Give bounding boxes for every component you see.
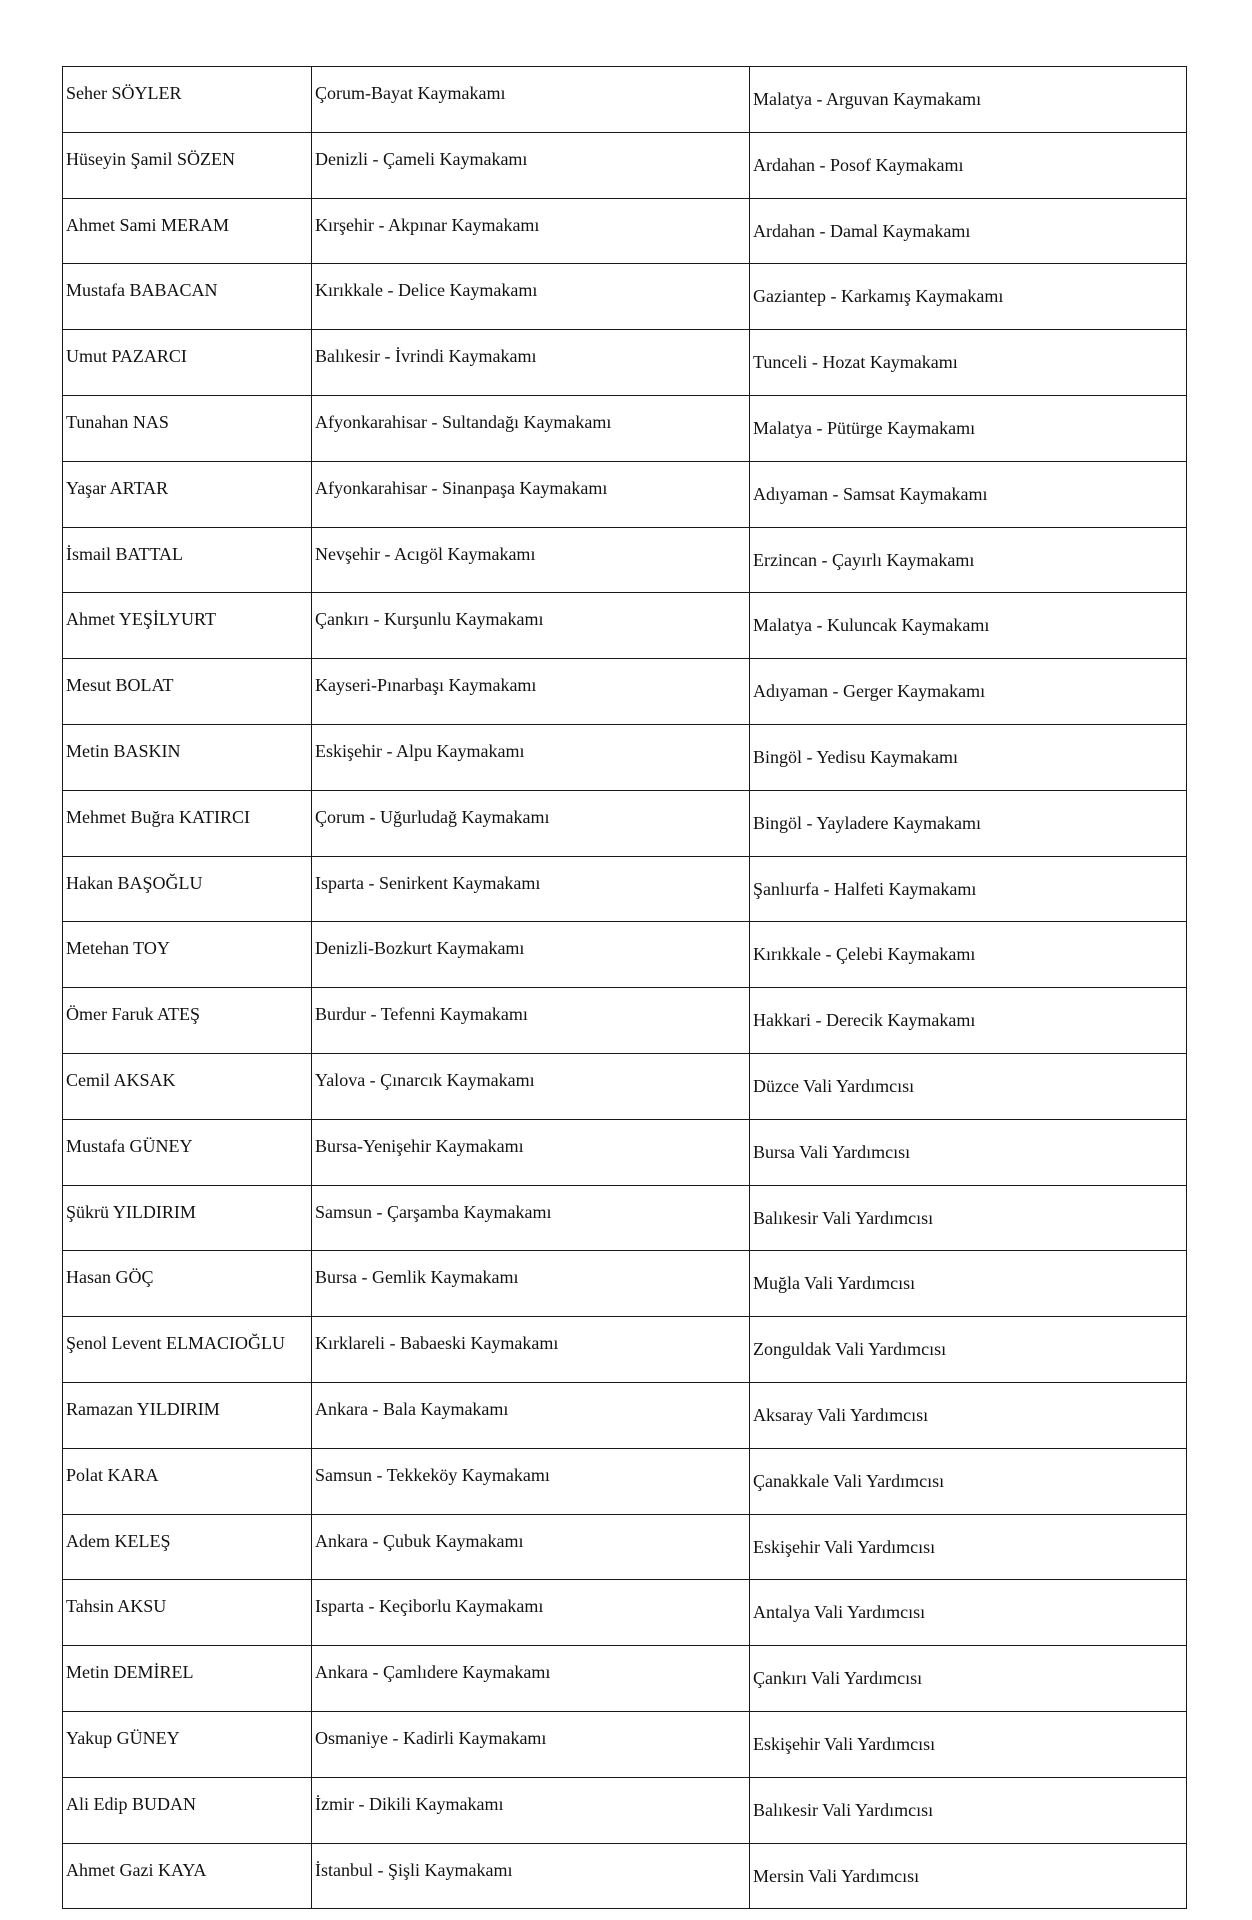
new-post: Eskişehir Vali Yardımcısı [753, 1733, 936, 1754]
current-post: Balıkesir - İvrindi Kaymakamı [315, 346, 537, 367]
current-post: Ankara - Bala Kaymakamı [315, 1398, 509, 1419]
table-row [63, 264, 1187, 330]
person-name: Mustafa GÜNEY [66, 1135, 193, 1156]
table-row [63, 395, 1187, 461]
person-name: Ahmet YEŞİLYURT [66, 609, 216, 630]
name-cell [63, 1317, 312, 1383]
person-name: Mustafa BABACAN [66, 280, 218, 301]
new-post-cell [750, 988, 1187, 1054]
new-post: Muğla Vali Yardımcısı [753, 1273, 916, 1294]
name-cell [63, 1382, 312, 1448]
person-name: Metin DEMİREL [66, 1662, 194, 1683]
person-name: Ramazan YILDIRIM [66, 1398, 220, 1419]
table-row [63, 1382, 1187, 1448]
person-name: Seher SÖYLER [66, 83, 182, 103]
new-post: Tunceli - Hozat Kaymakamı [753, 352, 958, 373]
name-cell [63, 1053, 312, 1119]
current-post-cell [312, 856, 750, 922]
table-row [63, 1711, 1187, 1777]
new-post: Zonguldak Vali Yardımcısı [753, 1339, 947, 1360]
new-post: Çanakkale Vali Yardımcısı [753, 1470, 945, 1491]
current-post: Bursa - Gemlik Kaymakamı [315, 1267, 519, 1288]
current-post-cell [312, 1843, 750, 1909]
current-post-cell [312, 1514, 750, 1580]
new-post: Bingöl - Yedisu Kaymakamı [753, 746, 958, 767]
current-post-cell [312, 922, 750, 988]
new-post: Malatya - Arguvan Kaymakamı [753, 89, 982, 109]
new-post: Hakkari - Derecik Kaymakamı [753, 1010, 976, 1031]
person-name: Adem KELEŞ [66, 1530, 171, 1551]
new-post-cell [750, 1843, 1187, 1909]
name-cell [63, 1514, 312, 1580]
new-post-cell [750, 527, 1187, 593]
new-post-cell [750, 1580, 1187, 1646]
current-post: Kayseri-Pınarbaşı Kaymakamı [315, 675, 537, 696]
new-post-cell [750, 395, 1187, 461]
new-post-cell [750, 1185, 1187, 1251]
current-post-cell [312, 1185, 750, 1251]
table-row [63, 132, 1187, 198]
person-name: Hasan GÖÇ [66, 1267, 154, 1288]
table-row [63, 1514, 1187, 1580]
current-post-cell [312, 1382, 750, 1448]
new-post-cell [750, 67, 1187, 133]
new-post: Kırıkkale - Çelebi Kaymakamı [753, 944, 976, 965]
current-post: Afyonkarahisar - Sinanpaşa Kaymakamı [315, 477, 608, 498]
new-post: Aksaray Vali Yardımcısı [753, 1404, 929, 1425]
new-post-cell [750, 1448, 1187, 1514]
current-post-cell [312, 1580, 750, 1646]
current-post: İzmir - Dikili Kaymakamı [315, 1793, 504, 1814]
name-cell [63, 1251, 312, 1317]
name-cell [63, 461, 312, 527]
person-name: Tahsin AKSU [66, 1596, 167, 1617]
current-post: Eskişehir - Alpu Kaymakamı [315, 740, 525, 761]
new-post-cell [750, 1646, 1187, 1712]
name-cell [63, 1711, 312, 1777]
new-post: Malatya - Pütürge Kaymakamı [753, 417, 976, 438]
new-post-cell [750, 198, 1187, 264]
current-post-cell [312, 67, 750, 133]
table-row [63, 1317, 1187, 1383]
current-post: Çankırı - Kurşunlu Kaymakamı [315, 609, 544, 630]
table-row [63, 790, 1187, 856]
table-row [63, 527, 1187, 593]
name-cell [63, 395, 312, 461]
current-post-cell [312, 1711, 750, 1777]
new-post: Düzce Vali Yardımcısı [753, 1075, 915, 1096]
person-name: Metin BASKIN [66, 740, 181, 761]
name-cell [63, 1185, 312, 1251]
name-cell [63, 1646, 312, 1712]
table-row [63, 1646, 1187, 1712]
new-post: Bingöl - Yayladere Kaymakamı [753, 812, 981, 833]
name-cell [63, 1119, 312, 1185]
name-cell [63, 67, 312, 133]
table-row [63, 922, 1187, 988]
table-row [63, 593, 1187, 659]
current-post-cell [312, 1646, 750, 1712]
name-cell [63, 330, 312, 396]
new-post-cell [750, 461, 1187, 527]
current-post-cell [312, 1119, 750, 1185]
current-post-cell [312, 1251, 750, 1317]
current-post: Samsun - Çarşamba Kaymakamı [315, 1201, 552, 1222]
current-post-cell [312, 330, 750, 396]
person-name: Ahmet Sami MERAM [66, 214, 230, 235]
current-post-cell [312, 659, 750, 725]
person-name: İsmail BATTAL [66, 543, 184, 564]
new-post: Balıkesir Vali Yardımcısı [753, 1207, 934, 1228]
person-name: Yaşar ARTAR [66, 477, 169, 498]
table-row [63, 856, 1187, 922]
new-post-cell [750, 790, 1187, 856]
current-post: Osmaniye - Kadirli Kaymakamı [315, 1727, 547, 1748]
table-row [63, 724, 1187, 790]
new-post: Antalya Vali Yardımcısı [753, 1602, 926, 1623]
new-post: Mersin Vali Yardımcısı [753, 1865, 920, 1886]
name-cell [63, 264, 312, 330]
person-name: Hakan BAŞOĞLU [66, 872, 203, 893]
current-post-cell [312, 527, 750, 593]
table-row [63, 67, 1187, 133]
new-post-cell [750, 1777, 1187, 1843]
current-post: Burdur - Tefenni Kaymakamı [315, 1004, 528, 1025]
name-cell [63, 659, 312, 725]
person-name: Polat KARA [66, 1464, 159, 1485]
name-cell [63, 1777, 312, 1843]
person-name: Mehmet Buğra KATIRCI [66, 806, 250, 827]
new-post: Çankırı Vali Yardımcısı [753, 1668, 923, 1689]
name-cell [63, 1448, 312, 1514]
new-post-cell [750, 593, 1187, 659]
current-post: Samsun - Tekkeköy Kaymakamı [315, 1464, 550, 1485]
current-post: Denizli-Bozkurt Kaymakamı [315, 938, 525, 959]
table-row [63, 461, 1187, 527]
current-post: Kırşehir - Akpınar Kaymakamı [315, 214, 540, 235]
current-post-cell [312, 395, 750, 461]
current-post: Çorum - Uğurludağ Kaymakamı [315, 806, 550, 827]
table-row [63, 1251, 1187, 1317]
current-post-cell [312, 198, 750, 264]
new-post-cell [750, 1382, 1187, 1448]
person-name: Mesut BOLAT [66, 675, 174, 696]
new-post: Malatya - Kuluncak Kaymakamı [753, 615, 990, 636]
table-row [63, 659, 1187, 725]
current-post: Kırıkkale - Delice Kaymakamı [315, 280, 538, 301]
current-post: Kırklareli - Babaeski Kaymakamı [315, 1333, 559, 1354]
table-row [63, 988, 1187, 1054]
current-post-cell [312, 1448, 750, 1514]
current-post-cell [312, 264, 750, 330]
current-post: Denizli - Çameli Kaymakamı [315, 148, 528, 169]
name-cell [63, 790, 312, 856]
person-name: Umut PAZARCI [66, 346, 187, 367]
current-post: Isparta - Senirkent Kaymakamı [315, 872, 541, 893]
current-post-cell [312, 988, 750, 1054]
current-post: İstanbul - Şişli Kaymakamı [315, 1859, 513, 1880]
person-name: Hüseyin Şamil SÖZEN [66, 148, 235, 169]
table-row [63, 1448, 1187, 1514]
table-row [63, 1185, 1187, 1251]
person-name: Ahmet Gazi KAYA [66, 1859, 207, 1880]
table-row [63, 1119, 1187, 1185]
person-name: Yakup GÜNEY [66, 1727, 180, 1748]
name-cell [63, 724, 312, 790]
current-post-cell [312, 790, 750, 856]
new-post: Adıyaman - Gerger Kaymakamı [753, 681, 986, 702]
name-cell [63, 198, 312, 264]
person-name: Ali Edip BUDAN [66, 1793, 196, 1814]
new-post-cell [750, 1514, 1187, 1580]
table-row [63, 1777, 1187, 1843]
person-name: Şükrü YILDIRIM [66, 1201, 196, 1222]
name-cell [63, 527, 312, 593]
name-cell [63, 1580, 312, 1646]
current-post: Afyonkarahisar - Sultandağı Kaymakamı [315, 411, 612, 432]
new-post-cell [750, 922, 1187, 988]
current-post-cell [312, 132, 750, 198]
new-post-cell [750, 1251, 1187, 1317]
current-post: Nevşehir - Acıgöl Kaymakamı [315, 543, 536, 564]
person-name: Metehan TOY [66, 938, 170, 959]
table-row [63, 330, 1187, 396]
appointment-table [62, 66, 1187, 1909]
current-post: Isparta - Keçiborlu Kaymakamı [315, 1596, 544, 1617]
new-post: Balıkesir Vali Yardımcısı [753, 1799, 934, 1820]
name-cell [63, 132, 312, 198]
new-post-cell [750, 1317, 1187, 1383]
new-post: Eskişehir Vali Yardımcısı [753, 1536, 936, 1557]
current-post: Ankara - Çamlıdere Kaymakamı [315, 1662, 551, 1683]
new-post-cell [750, 1711, 1187, 1777]
person-name: Cemil AKSAK [66, 1069, 176, 1090]
new-post-cell [750, 132, 1187, 198]
name-cell [63, 1843, 312, 1909]
new-post-cell [750, 724, 1187, 790]
new-post: Ardahan - Posof Kaymakamı [753, 154, 964, 175]
name-cell [63, 922, 312, 988]
new-post-cell [750, 659, 1187, 725]
new-post: Erzincan - Çayırlı Kaymakamı [753, 549, 975, 570]
name-cell [63, 593, 312, 659]
table-row [63, 1843, 1187, 1909]
new-post-cell [750, 264, 1187, 330]
name-cell [63, 988, 312, 1054]
person-name: Tunahan NAS [66, 411, 169, 432]
current-post: Bursa-Yenişehir Kaymakamı [315, 1135, 524, 1156]
table-row [63, 1053, 1187, 1119]
current-post-cell [312, 1053, 750, 1119]
new-post: Adıyaman - Samsat Kaymakamı [753, 483, 988, 504]
current-post: Yalova - Çınarcık Kaymakamı [315, 1069, 535, 1090]
new-post-cell [750, 1053, 1187, 1119]
new-post: Şanlıurfa - Halfeti Kaymakamı [753, 878, 977, 899]
new-post: Ardahan - Damal Kaymakamı [753, 220, 971, 241]
table-row [63, 198, 1187, 264]
current-post-cell [312, 724, 750, 790]
new-post-cell [750, 1119, 1187, 1185]
new-post: Bursa Vali Yardımcısı [753, 1141, 911, 1162]
current-post: Ankara - Çubuk Kaymakamı [315, 1530, 524, 1551]
current-post: Çorum-Bayat Kaymakamı [315, 83, 506, 103]
current-post-cell [312, 593, 750, 659]
name-cell [63, 856, 312, 922]
new-post-cell [750, 330, 1187, 396]
appointment-table-body [63, 67, 1187, 1909]
new-post-cell [750, 856, 1187, 922]
table-row [63, 1580, 1187, 1646]
current-post-cell [312, 1317, 750, 1383]
person-name: Ömer Faruk ATEŞ [66, 1004, 200, 1025]
person-name: Şenol Levent ELMACIOĞLU [66, 1333, 285, 1354]
current-post-cell [312, 461, 750, 527]
current-post-cell [312, 1777, 750, 1843]
new-post: Gaziantep - Karkamış Kaymakamı [753, 286, 1004, 307]
